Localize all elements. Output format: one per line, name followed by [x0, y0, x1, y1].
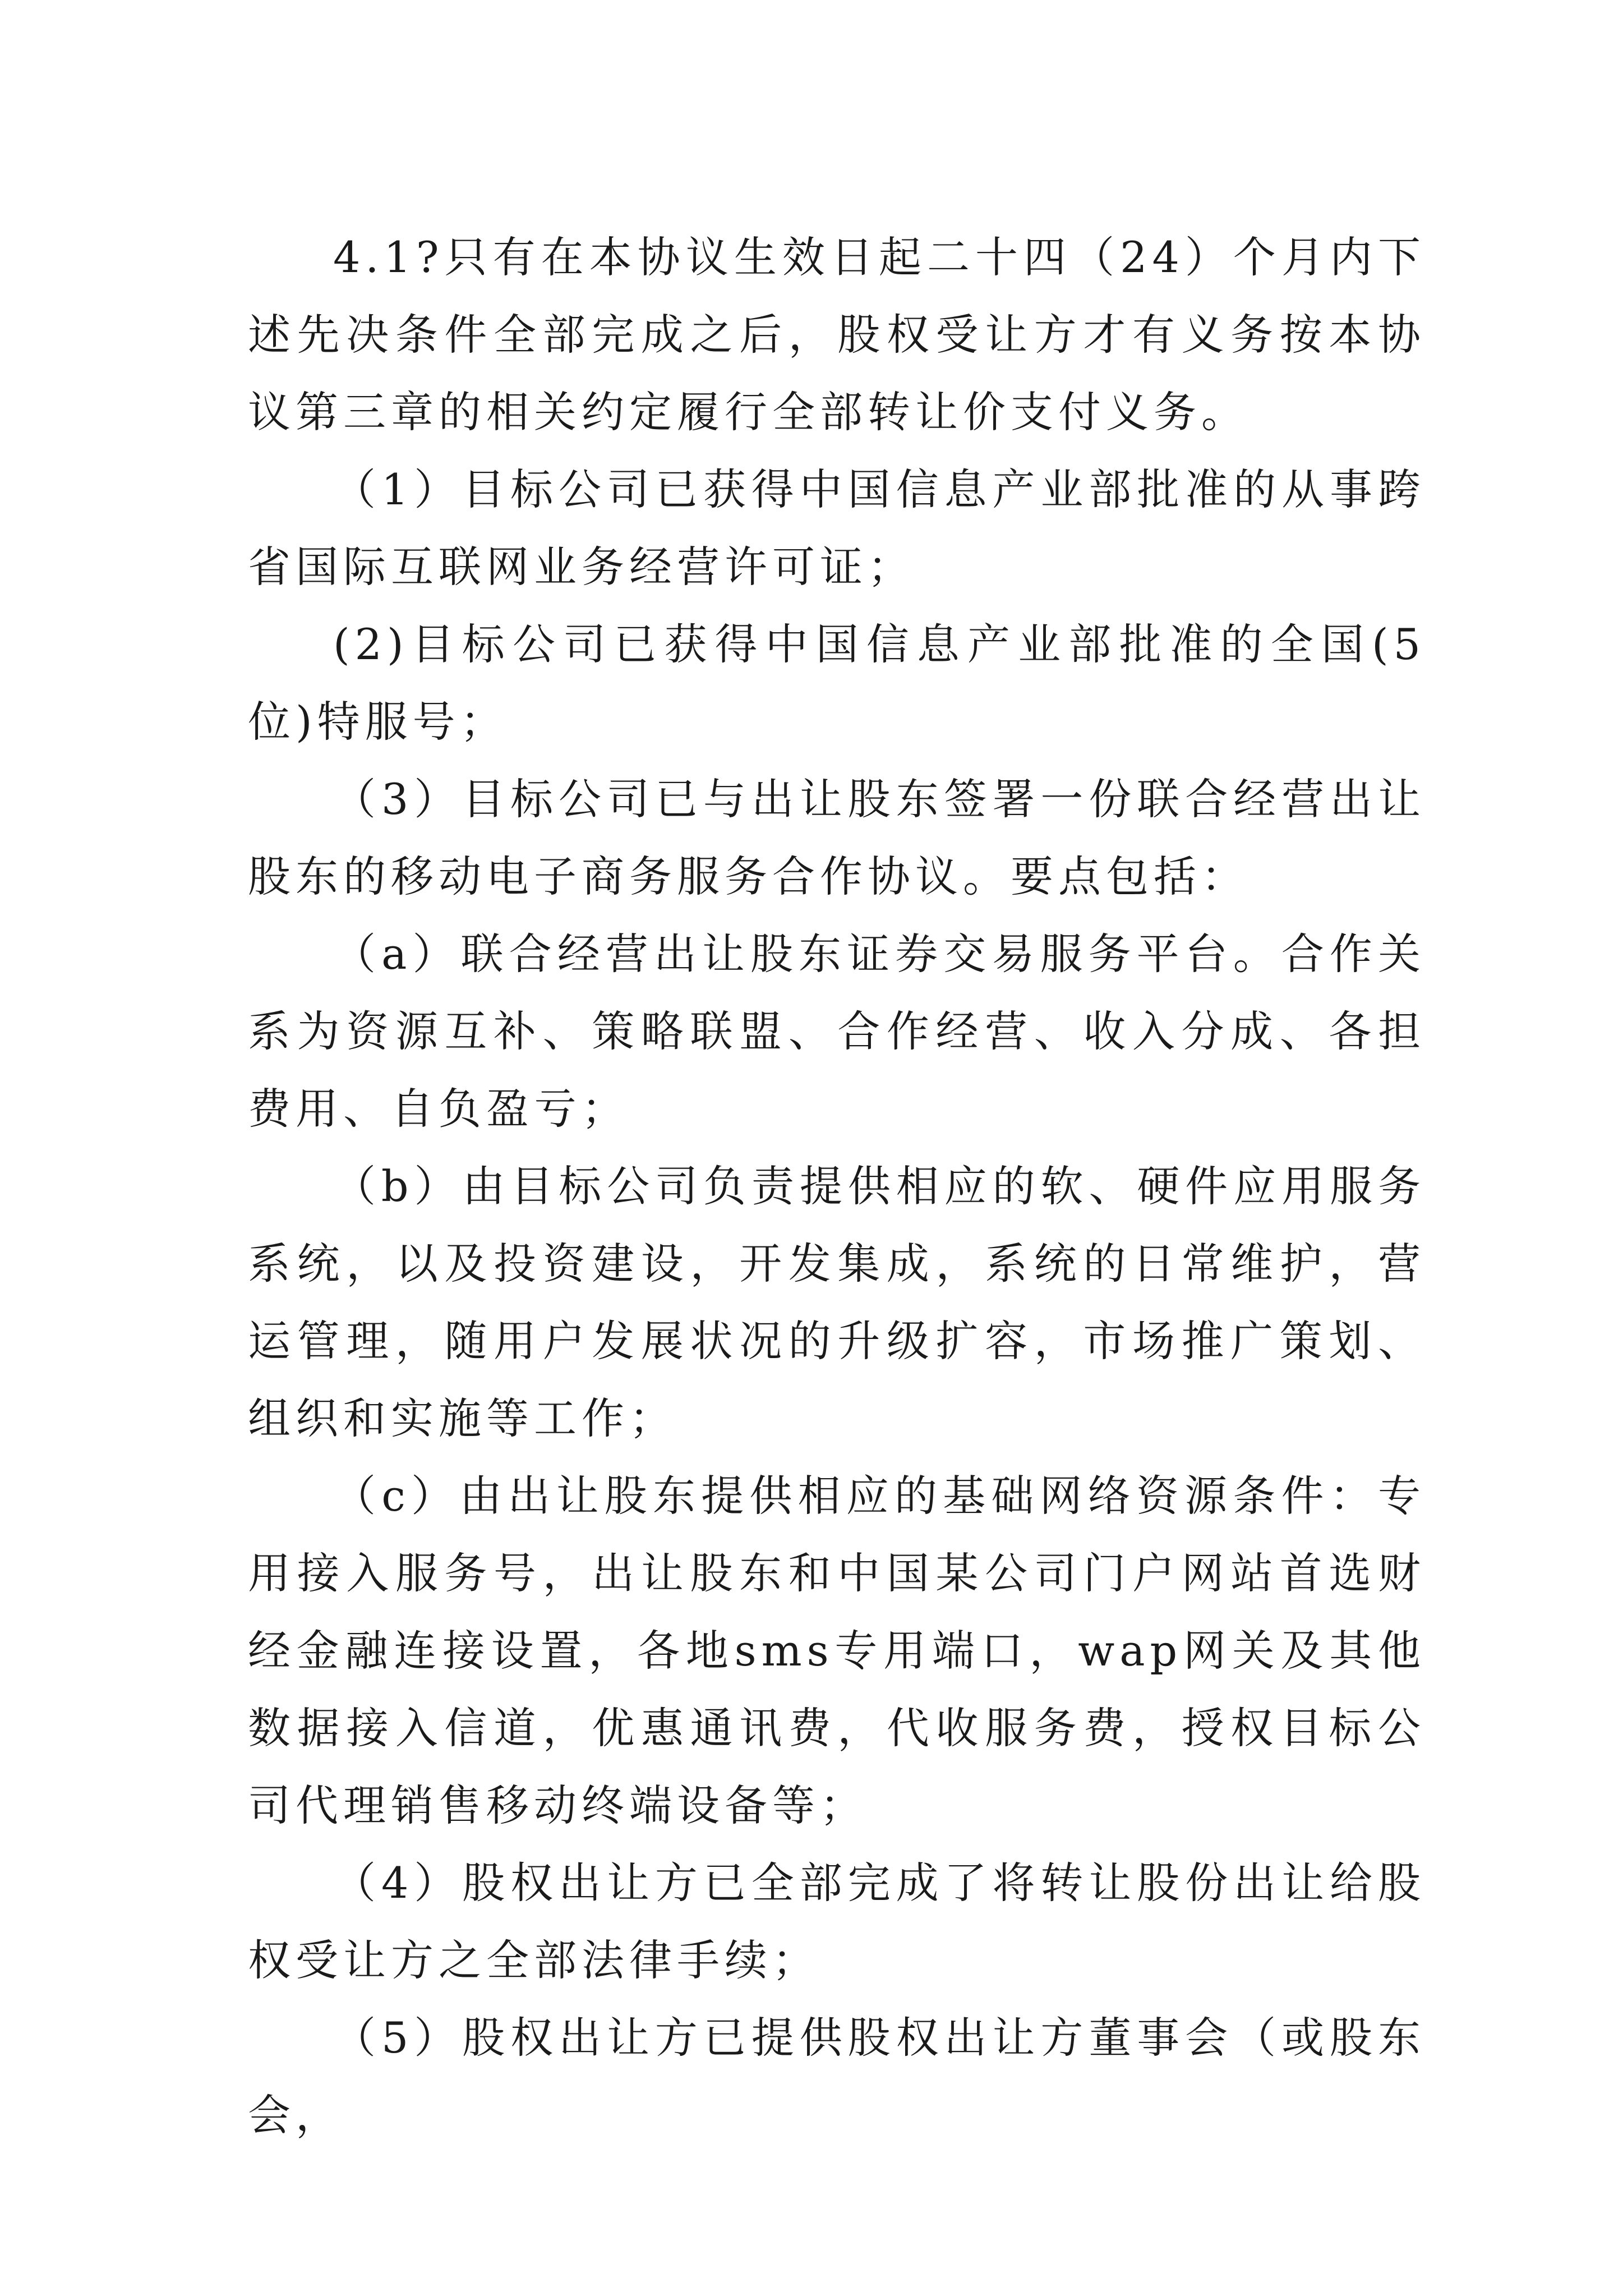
- paragraph-item-4: （4）股权出让方已全部完成了将转让股份出让给股权受让方之全部法律手续；: [248, 1858, 1426, 1985]
- paragraph-item-3: （3）目标公司已与出让股东签署一份联合经营出让股东的移动电子商务服务合作协议。要点包括：: [248, 774, 1426, 901]
- paragraph-item-5: （5）股权出让方已提供股权出让方董事会（或股东会，: [248, 2013, 1426, 2140]
- paragraph-4-1: 4.1?只有在本协议生效日起二十四（24）个月内下述先决条件全部完成之后，股权受让方才有义务按本协议第三章的相关约定履行全部转让价支付义务。: [248, 232, 1426, 437]
- paragraph-item-3a: （a）联合经营出让股东证券交易服务平台。合作关系为资源互补、策略联盟、合作经营、收入分成、各担费用、自负盈亏；: [248, 929, 1426, 1134]
- paragraph-item-1: （1）目标公司已获得中国信息产业部批准的从事跨省国际互联网业务经营许可证；: [248, 464, 1426, 592]
- document-body: [248, 219, 1426, 2154]
- paragraph-item-2: (2)目标公司已获得中国信息产业部批准的全国(5位)特服号；: [248, 619, 1426, 747]
- paragraph-item-3c: （c）由出让股东提供相应的基础网络资源条件：专用接入服务号，出让股东和中国某公司门户网站首选财经金融连接设置，各地sms专用端口，wap网关及其他数据接入信道，优惠通讯费，代收服务费，授权目标公司代理销售移动终端设备等；: [248, 1471, 1426, 1830]
- paragraph-item-3b: （b）由目标公司负责提供相应的软、硬件应用服务系统，以及投资建设，开发集成，系统的日常维护，营运管理，随用户发展状况的升级扩容，市场推广策划、组织和实施等工作；: [248, 1161, 1426, 1443]
